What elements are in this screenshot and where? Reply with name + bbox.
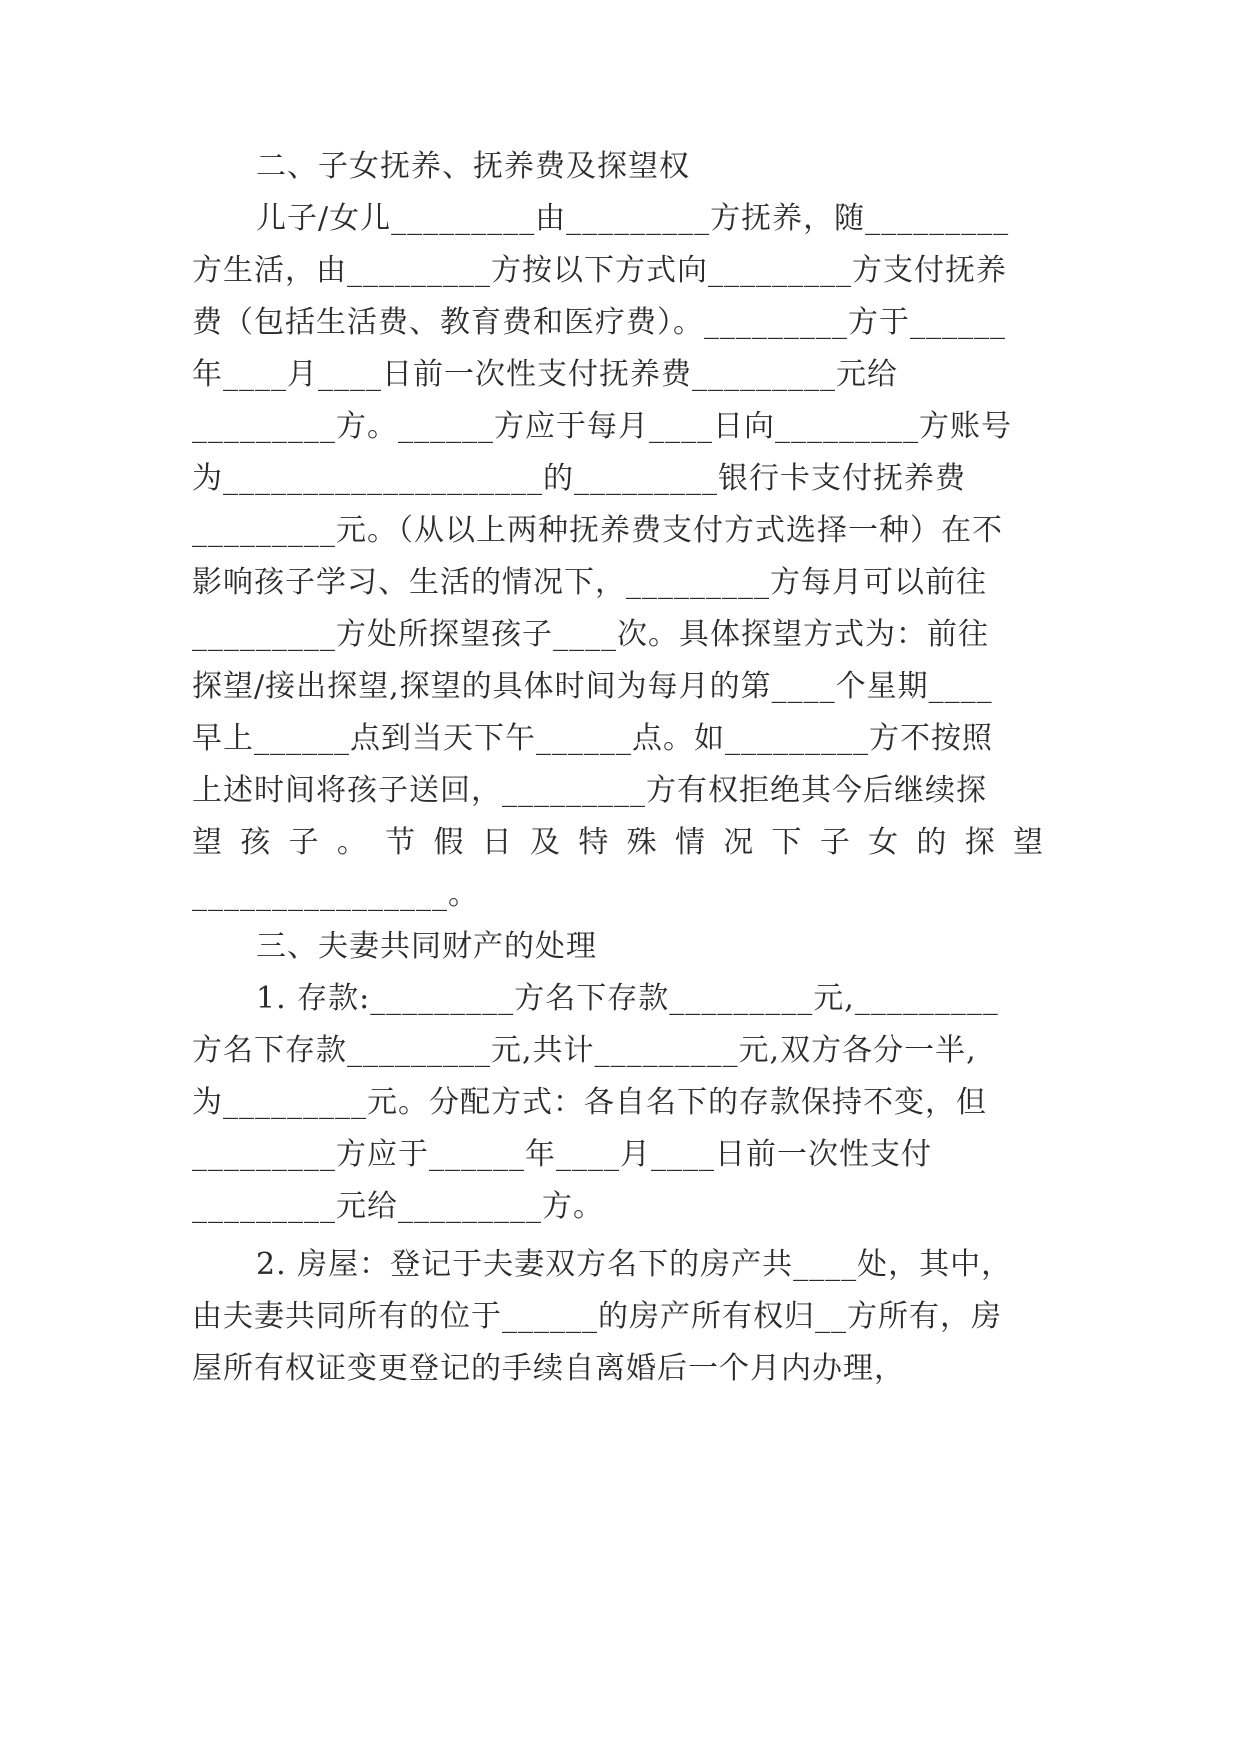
paragraph-line: ________________。: [192, 877, 479, 912]
paragraph-line: _________方。______方应于每月____日向_________方账号: [192, 409, 1012, 444]
paragraph-line: 望孩子。节假日及特殊情况下子女的探望: [192, 825, 1044, 860]
paragraph-line: 年____月____日前一次性支付抚养费_________元给: [192, 357, 898, 392]
paragraph-line: 费（包括生活费、教育费和医疗费）。_________方于______: [192, 305, 1006, 340]
deposit-line: _________方应于______年____月____日前一次性支付: [192, 1137, 932, 1172]
paragraph-line: 方生活，由_________方按以下方式向_________方支付抚养: [192, 253, 1007, 288]
house-line: 屋所有权证变更登记的手续自离婚后一个月内办理，: [192, 1351, 905, 1386]
house-line: 由夫妻共同所有的位于______的房产所有权归__方所有，房: [192, 1299, 1002, 1334]
deposit-line: 为_________元。分配方式：各自名下的存款保持不变，但: [192, 1085, 987, 1120]
paragraph-line: 探望/接出探望,探望的具体时间为每月的第____个星期____: [192, 669, 993, 704]
paragraph-line: 影响孩子学习、生活的情况下，_________方每月可以前往: [192, 565, 987, 600]
paragraph-line: 儿子/女儿_________由_________方抚养，随_________: [256, 201, 1010, 236]
paragraph-line: 为____________________的_________银行卡支付抚养费: [192, 461, 966, 496]
deposit-line: 方名下存款_________元,共计_________元,双方各分一半,: [192, 1033, 977, 1068]
section-2-heading: 二、子女抚养、抚养费及探望权: [256, 149, 690, 184]
deposit-line: 1. 存款:_________方名下存款_________元,_________: [256, 981, 999, 1016]
paragraph-line: 上述时间将孩子送回，_________方有权拒绝其今后继续探: [192, 773, 987, 808]
paragraph-line: 早上______点到当天下午______点。如_________方不按照: [192, 721, 993, 756]
paragraph-line: _________方处所探望孩子____次。具体探望方式为：前往: [192, 617, 989, 652]
section-3-heading: 三、夫妻共同财产的处理: [256, 929, 597, 964]
house-line: 2. 房屋：登记于夫妻双方名下的房产共____处，其中，: [256, 1247, 1013, 1282]
paragraph-line: _________元。（从以上两种抚养费支付方式选择一种）在不: [192, 513, 1003, 548]
deposit-line: _________元给_________方。: [192, 1189, 604, 1224]
